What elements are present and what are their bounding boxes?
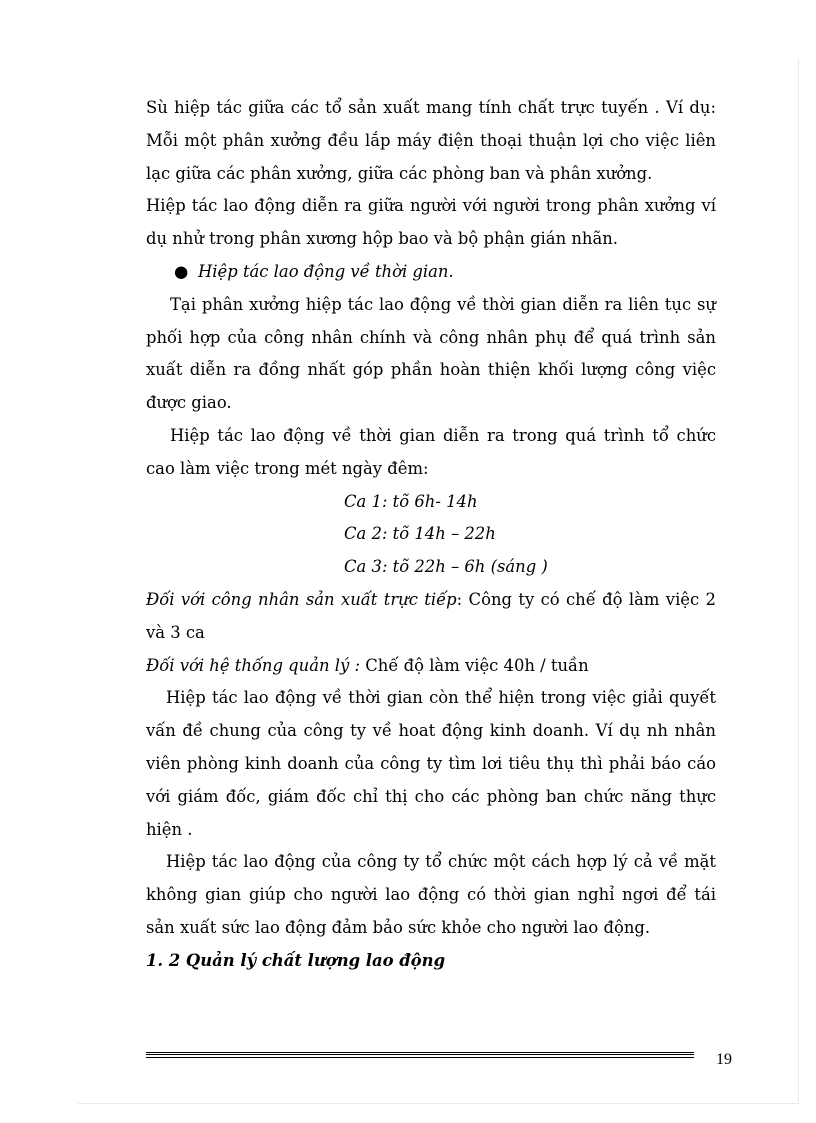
shift-line: Ca 2: tõ 14h – 22h (344, 524, 496, 544)
bullet-icon: ● (174, 261, 189, 281)
document-body (146, 92, 716, 978)
management-label: Đối với hệ thống quản lý : (146, 655, 361, 675)
shift-line: Ca 3: tõ 22h – 6h (sáng ) (344, 557, 548, 577)
paragraph-management (146, 650, 716, 683)
paragraph-cooperation-people: Hiệp tác lao động diễn ra giữa người với người trong phân xưởng ví dụ nhử trong phân xương hộp bao và bộ phận gián nhãn. (146, 196, 716, 249)
direct-workers-label: Đối với công nhân sản xuất trực tiếp (146, 589, 457, 609)
direct-workers-text: : Công ty có chế độ làm việc 2 và 3 ca (146, 589, 716, 642)
paragraph-direct-workers (146, 584, 716, 650)
paragraph-space-cooperation: Hiệp tác lao động của công ty tổ chức một cách hợp lý cả về mặt không gian giúp cho người lao động có thời gian nghỉ ngơi để tái sản xuất sức lao động đảm bảo sức khỏe cho người lao động. (146, 852, 716, 937)
management-text: Chế độ làm việc 40h / tuần (360, 655, 589, 675)
paragraph-business-cooperation: Hiệp tác lao động về thời gian còn thể hiện trong việc giải quyết vấn đề chung của công ty về hoat động kinh doanh. Ví dụ nh nhân viên phòng kinh doanh của công ty tìm lơi tiêu thụ thì phải báo cáo với giám đốc, giám đốc chỉ thị cho các phòng ban chức năng thực hiện . (146, 688, 716, 839)
paragraph-time-cooperation: Tại phân xưởng hiệp tác lao động về thời gian diễn ra liên tục sự phối hợp của công nhân chính và công nhân phụ để quá trình sản xuất diễn ra đồng nhất góp phần hoàn thiện khối lượng công việc được giao. (146, 294, 716, 413)
shift-line: Ca 1: tõ 6h- 14h (344, 491, 478, 511)
paragraph-shift-intro: Hiệp tác lao động về thời gian diễn ra trong quá trình tổ chức cao làm việc trong mét ngày đêm: (146, 425, 716, 478)
page-number: 19 (716, 1051, 732, 1068)
bullet-item (146, 256, 716, 289)
footer-divider (146, 1052, 694, 1058)
paragraph-cooperation-groups: Sù hiệp tác giữa các tổ sản xuất mang tính chất trực tuyến . Ví dụ: Mỗi một phân xưởng đều lắp máy điện thoại thuận lợi cho việc liên lạc giữa các phân xưởng, giữa các phòng ban và phân xưởng. (146, 98, 716, 183)
section-heading: 1. 2 Quản lý chất lượng lao động (146, 950, 446, 970)
bullet-text: Hiệp tác lao động về thời gian. (198, 261, 454, 281)
